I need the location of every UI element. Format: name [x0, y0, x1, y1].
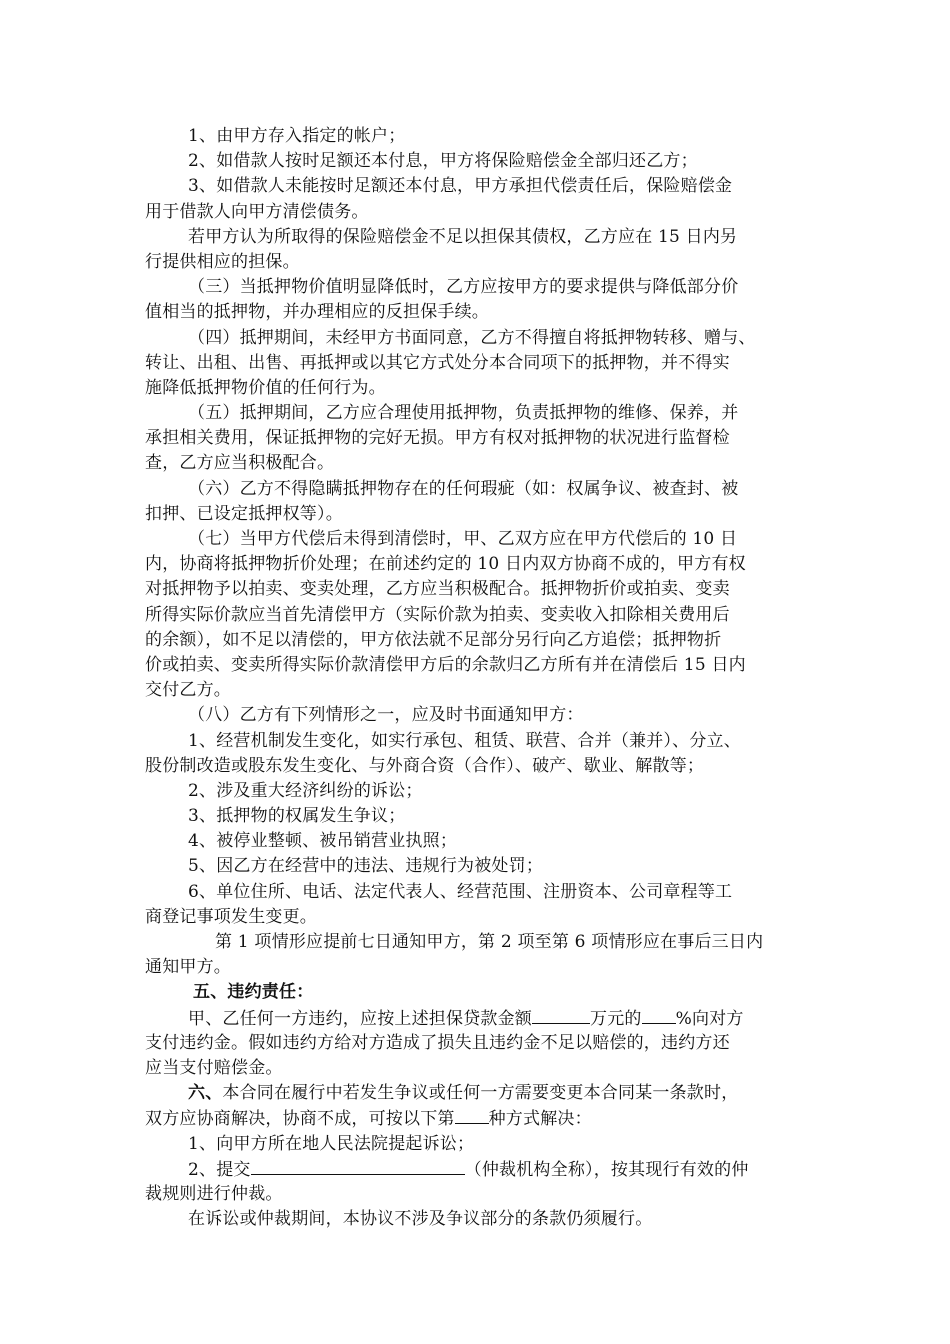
- section-6-item-2: [145, 1157, 825, 1182]
- section-6-text: 本合同在履行中若发生争议或任何一方需要变更本合同某一条款时，: [222, 1083, 739, 1104]
- clause-line: 4、被停业整顿、被吊销营业执照；: [188, 831, 458, 852]
- clause-line: 通知甲方。: [145, 957, 231, 978]
- clause-lines: [145, 124, 825, 980]
- clause-line: （五）抵押期间，乙方应合理使用抵押物，负责抵押物的维修、保养，并: [188, 403, 739, 424]
- percent-blank: [642, 1006, 676, 1024]
- clause-line: 对抵押物予以拍卖、变卖处理，乙方应当积极配合。抵押物折价或拍卖、变卖: [145, 579, 730, 600]
- clause-line: 商登记事项发生变更。: [145, 906, 317, 927]
- clause-line: 转让、出租、出售、再抵押或以其它方式处分本合同项下的抵押物，并不得实: [145, 352, 730, 373]
- clause-line: 5、因乙方在经营中的违法、违规行为被处罚；: [188, 856, 544, 877]
- clause-line: 第 1 项情形应提前七日通知甲方，第 2 项至第 6 项情形应在事后三日内: [215, 932, 764, 952]
- clause-line: （八）乙方有下列情形之一，应及时书面通知甲方：: [188, 705, 584, 726]
- clause-line: 交付乙方。: [145, 680, 231, 701]
- clause-line: 承担相关费用，保证抵押物的完好无损。甲方有权对抵押物的状况进行监督检: [145, 428, 730, 449]
- clause-line: 价或拍卖、变卖所得实际价款清偿甲方后的余款归乙方所有并在清偿后 15 日内: [145, 654, 746, 675]
- clause-line: 所得实际价款应当首先清偿甲方（实际价款为拍卖、变卖收入扣除相关费用后: [145, 604, 730, 625]
- section-5-heading: 五、违约责任：: [193, 982, 314, 1003]
- section-6-line-2: [145, 1106, 825, 1131]
- section-5-line-3: 应当支付赔偿金。: [145, 1057, 283, 1078]
- clause-line: （三）当抵押物价值明显降低时，乙方应按甲方的要求提供与降低部分价: [188, 277, 739, 298]
- section-6-item-2-a: 2、提交: [188, 1159, 251, 1180]
- section-5-line-2: 支付违约金。假如违约方给对方造成了损失且违约金不足以赔偿的，违约方还: [145, 1032, 730, 1053]
- clause-line: （七）当甲方代偿后未得到清偿时，甲、乙双方应在甲方代偿后的 10 日: [188, 529, 738, 549]
- section-5-line-1: [145, 1006, 825, 1031]
- clause-line: 1、由甲方存入指定的帐户；: [188, 126, 406, 146]
- clause-line: 行提供相应的担保。: [145, 251, 300, 272]
- section-6-item-2-continued: 裁规则进行仲裁。: [145, 1183, 283, 1204]
- section-5-text-b: 万元的: [590, 1008, 642, 1029]
- clause-line: 用于借款人向甲方清偿债务。: [145, 201, 369, 222]
- clause-line: 若甲方认为所取得的保险赔偿金不足以担保其债权，乙方应在 15 日内另: [188, 226, 738, 247]
- clause-line: （四）抵押期间，未经甲方书面同意，乙方不得擅自将抵押物转移、赠与、: [188, 327, 756, 348]
- section-6-line-1: [145, 1081, 825, 1106]
- clause-line: 股份制改造或股东发生变化、与外商合资（合作）、破产、歇业、解散等；: [145, 755, 705, 776]
- document-body: [145, 124, 825, 1232]
- section-5-text-a: 甲、乙任何一方违约，应按上述担保贷款金额: [188, 1008, 532, 1029]
- clause-line: 3、抵押物的权属发生争议；: [188, 806, 406, 827]
- clause-line: 6、单位住所、电话、法定代表人、经营范围、注册资本、公司章程等工: [188, 881, 733, 902]
- clause-line: 2、涉及重大经济纠纷的诉讼；: [188, 780, 423, 801]
- clause-line: 3、如借款人未能按时足额还本付息，甲方承担代偿责任后，保险赔偿金: [188, 176, 733, 197]
- clause-line: 1、经营机制发生变化，如实行承包、租赁、联营、合并（兼并）、分立、: [188, 730, 741, 751]
- clause-line: 施降低抵押物价值的任何行为。: [145, 377, 386, 398]
- clause-line: 2、如借款人按时足额还本付息，甲方将保险赔偿金全部归还乙方；: [188, 151, 698, 172]
- amount-blank: [532, 1006, 590, 1024]
- section-6-item-1: 1、向甲方所在地人民法院提起诉讼；: [188, 1133, 475, 1154]
- clause-line: 的余额），如不足以清偿的，甲方依法就不足部分另行向乙方追偿；抵押物折: [145, 629, 722, 650]
- arbitration-blank: [251, 1157, 465, 1175]
- clause-line: 值相当的抵押物，并办理相应的反担保手续。: [145, 302, 489, 323]
- clause-line: 查，乙方应当积极配合。: [145, 453, 335, 474]
- clause-line: 内，协商将抵押物折价处理；在前述约定的 10 日内双方协商不成的，甲方有权: [145, 554, 746, 575]
- section-6-text-b: 种方式解决：: [488, 1109, 592, 1130]
- clause-line: （六）乙方不得隐瞒抵押物存在的任何瑕疵（如：权属争议、被查封、被: [188, 478, 739, 499]
- method-blank: [455, 1106, 489, 1124]
- section-6-number: 六、: [188, 1083, 223, 1104]
- clause-line: 扣押、已设定抵押权等）。: [145, 503, 343, 524]
- final-clause: 在诉讼或仲裁期间，本协议不涉及争议部分的条款仍须履行。: [188, 1209, 653, 1230]
- section-6-text-a: 双方应协商解决，协商不成，可按以下第: [145, 1109, 455, 1130]
- section-6-item-2-b: （仲裁机构全称），按其现行有效的仲: [464, 1159, 749, 1180]
- section-5-text-c: %向对方: [675, 1008, 744, 1029]
